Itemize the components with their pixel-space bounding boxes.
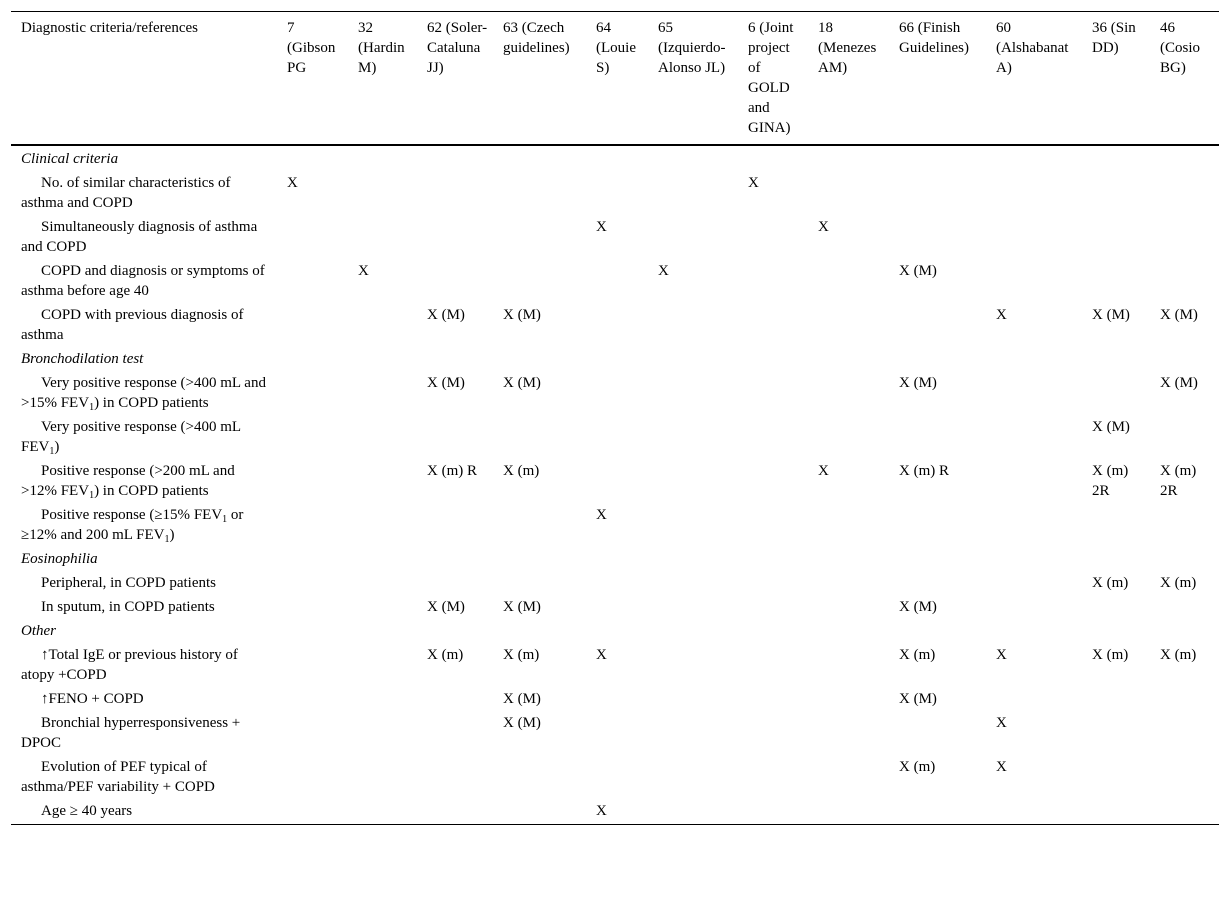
table-cell: X — [358, 263, 369, 279]
table-cell: X — [596, 507, 607, 523]
table-cell — [1082, 595, 1150, 619]
table-cell — [648, 215, 738, 259]
table-cell — [1082, 755, 1150, 799]
table-cell: X (M) — [899, 691, 937, 707]
table-cell — [586, 415, 648, 459]
section-label: Clinical criteria — [21, 151, 119, 167]
table-cell — [986, 595, 1082, 619]
criterion-label: ↑FENO + COPD — [41, 691, 144, 707]
table-cell — [648, 371, 738, 415]
table-cell — [417, 571, 493, 595]
table-cell — [738, 215, 808, 259]
table-cell — [417, 711, 493, 755]
table-cell — [1082, 171, 1150, 215]
column-header-reference: 6 (Joint project of GOLD and GINA) — [748, 20, 794, 136]
table-cell: X (m) R — [899, 463, 949, 479]
section-row — [11, 547, 1219, 571]
criteria-table — [11, 11, 1219, 825]
table-cell — [986, 503, 1082, 547]
table-cell — [738, 799, 808, 825]
table-cell — [738, 755, 808, 799]
table-cell — [648, 687, 738, 711]
table-cell — [648, 755, 738, 799]
table-cell — [586, 459, 648, 503]
table-cell — [808, 595, 889, 619]
table-cell — [277, 643, 348, 687]
table-body — [11, 145, 1219, 825]
criterion-label: Peripheral, in COPD patients — [41, 575, 216, 591]
column-header-reference: 64 (Louie S) — [596, 20, 636, 76]
table-cell: X (M) — [503, 599, 541, 615]
table-cell: X — [287, 175, 298, 191]
table-cell — [889, 415, 986, 459]
table-cell: X (m) R — [427, 463, 477, 479]
table-row — [11, 643, 1219, 687]
table-header — [11, 12, 1219, 146]
table-cell — [417, 415, 493, 459]
table-cell — [493, 571, 586, 595]
table-cell — [738, 303, 808, 347]
table-row — [11, 415, 1219, 459]
table-row — [11, 371, 1219, 415]
table-cell — [1082, 503, 1150, 547]
table-cell — [417, 503, 493, 547]
table-cell — [348, 171, 417, 215]
table-cell: X (m) 2R — [1092, 463, 1129, 499]
table-cell — [889, 503, 986, 547]
table-cell — [348, 459, 417, 503]
table-cell: X (m) — [1092, 575, 1129, 591]
table-cell — [586, 755, 648, 799]
table-cell: X (M) — [427, 307, 465, 323]
table-cell — [417, 171, 493, 215]
table-cell — [1082, 259, 1150, 303]
table-cell — [348, 371, 417, 415]
column-header-reference: 36 (Sin DD) — [1092, 20, 1136, 56]
table-row — [11, 215, 1219, 259]
table-cell — [1150, 215, 1219, 259]
table-cell: X (M) — [1160, 375, 1198, 391]
table-cell — [586, 303, 648, 347]
table-cell — [1150, 171, 1219, 215]
header-row — [11, 12, 1219, 146]
section-label: Eosinophilia — [21, 551, 98, 567]
table-cell — [493, 171, 586, 215]
column-header-reference: 18 (Menezes AM) — [818, 20, 877, 76]
table-row — [11, 687, 1219, 711]
table-cell — [348, 711, 417, 755]
table-cell — [889, 171, 986, 215]
column-header-reference: 63 (Czech guidelines) — [503, 20, 570, 56]
column-header-reference: 62 (Soler-Cataluna JJ) — [427, 20, 488, 76]
table-cell: X — [996, 307, 1007, 323]
table-cell — [348, 303, 417, 347]
table-cell: X (m) 2R — [1160, 463, 1197, 499]
table-cell: X (M) — [1160, 307, 1198, 323]
table-cell — [648, 503, 738, 547]
table-cell — [648, 303, 738, 347]
table-cell — [1082, 711, 1150, 755]
table-cell: X (M) — [503, 307, 541, 323]
table-cell — [586, 595, 648, 619]
table-row — [11, 303, 1219, 347]
table-cell: X (m) — [1092, 647, 1129, 663]
table-cell: X (M) — [1092, 307, 1130, 323]
table-cell — [586, 171, 648, 215]
table-cell — [417, 687, 493, 711]
table-cell — [889, 799, 986, 825]
table-cell — [738, 643, 808, 687]
criterion-label: Positive response (≥15% $FEV_1$ or ≥12% and 200 mL $FEV_1$) — [21, 507, 244, 545]
table-cell — [348, 503, 417, 547]
table-cell: X — [818, 463, 829, 479]
table-cell — [648, 711, 738, 755]
table-cell — [986, 371, 1082, 415]
table-cell — [348, 215, 417, 259]
table-cell — [738, 711, 808, 755]
table-cell — [1150, 503, 1219, 547]
table-cell: X (m) — [427, 647, 464, 663]
criterion-label: COPD and diagnosis or symptoms of asthma before age 40 — [21, 263, 265, 299]
table-cell: X (m) — [899, 647, 936, 663]
table-cell: X (m) — [503, 647, 540, 663]
table-cell — [808, 415, 889, 459]
section-row — [11, 619, 1219, 643]
table-cell — [808, 503, 889, 547]
table-cell: X (m) — [1160, 647, 1197, 663]
table-cell — [277, 415, 348, 459]
table-cell — [1150, 595, 1219, 619]
table-cell — [1150, 259, 1219, 303]
table-cell — [648, 799, 738, 825]
table-cell — [648, 571, 738, 595]
table-row — [11, 259, 1219, 303]
table-cell — [986, 171, 1082, 215]
table-cell — [277, 799, 348, 825]
table-cell: X — [996, 759, 1007, 775]
table-cell — [808, 171, 889, 215]
table-cell: X — [658, 263, 669, 279]
table-cell — [586, 571, 648, 595]
table-cell — [648, 171, 738, 215]
table-cell — [493, 503, 586, 547]
table-cell: X — [996, 715, 1007, 731]
table-cell — [277, 595, 348, 619]
table-cell — [1150, 755, 1219, 799]
table-cell — [986, 415, 1082, 459]
table-cell: X (M) — [503, 375, 541, 391]
criterion-label: Positive response (>200 mL and >12% $FEV_1$) in COPD patients — [21, 463, 235, 501]
table-cell — [1150, 415, 1219, 459]
section-label: Bronchodilation test — [21, 351, 144, 367]
table-cell: X (m) — [1160, 575, 1197, 591]
table-cell: X (M) — [427, 599, 465, 615]
table-cell — [1082, 215, 1150, 259]
table-cell — [277, 215, 348, 259]
table-row — [11, 711, 1219, 755]
table-row — [11, 503, 1219, 547]
table-cell — [738, 687, 808, 711]
table-cell — [417, 755, 493, 799]
table-cell — [277, 459, 348, 503]
table-cell: X (M) — [899, 263, 937, 279]
table-cell — [277, 755, 348, 799]
table-cell — [738, 415, 808, 459]
table-cell — [277, 503, 348, 547]
table-cell: X (M) — [899, 599, 937, 615]
criterion-label: COPD with previous diagnosis of asthma — [21, 307, 244, 343]
table-cell — [1082, 687, 1150, 711]
table-cell — [648, 643, 738, 687]
criterion-label: Age ≥ 40 years — [41, 803, 133, 819]
section-row — [11, 145, 1219, 171]
table-cell — [808, 571, 889, 595]
table-row — [11, 799, 1219, 825]
table-cell — [1082, 371, 1150, 415]
table-cell — [986, 215, 1082, 259]
table-cell — [417, 259, 493, 303]
table-cell — [348, 643, 417, 687]
table-cell: X — [596, 803, 607, 819]
table-cell — [648, 415, 738, 459]
table-cell: X — [996, 647, 1007, 663]
criterion-label: Simultaneously diagnosis of asthma and COPD — [21, 219, 258, 255]
table-cell — [986, 571, 1082, 595]
table-cell — [738, 571, 808, 595]
table-cell — [493, 799, 586, 825]
table-cell — [277, 571, 348, 595]
table-cell: X (M) — [899, 375, 937, 391]
table-cell — [648, 459, 738, 503]
table-cell — [986, 259, 1082, 303]
table-cell — [348, 687, 417, 711]
table-cell: X (m) — [899, 759, 936, 775]
table-cell — [493, 215, 586, 259]
table-cell — [738, 503, 808, 547]
criterion-label: No. of similar characteristics of asthma and COPD — [21, 175, 231, 211]
table-cell — [493, 259, 586, 303]
table-cell — [808, 799, 889, 825]
table-cell — [889, 571, 986, 595]
criterion-label: Evolution of PEF typical of asthma/PEF variability + COPD — [21, 759, 215, 795]
table-cell: X — [596, 219, 607, 235]
column-header-reference: 65 (Izquierdo-Alonso JL) — [658, 20, 726, 76]
column-header-reference: 7 (Gibson PG — [287, 20, 336, 76]
table-cell — [808, 259, 889, 303]
criterion-label: Very positive response (>400 mL $FEV_1$) — [21, 419, 241, 457]
table-cell — [277, 303, 348, 347]
table-cell: X (m) — [503, 463, 540, 479]
table-row — [11, 459, 1219, 503]
criterion-label: In sputum, in COPD patients — [41, 599, 215, 615]
table-cell — [493, 415, 586, 459]
table-cell — [493, 755, 586, 799]
section-row — [11, 347, 1219, 371]
table-cell — [808, 755, 889, 799]
table-cell: X — [748, 175, 759, 191]
column-header-reference: 60 (Alshabanat A) — [996, 20, 1069, 76]
table-row — [11, 595, 1219, 619]
table-cell — [348, 799, 417, 825]
table-cell — [348, 415, 417, 459]
table-cell — [808, 643, 889, 687]
table-cell: X (M) — [503, 691, 541, 707]
table-cell: X (M) — [427, 375, 465, 391]
table-cell — [586, 371, 648, 415]
table-row — [11, 571, 1219, 595]
criterion-label: Bronchial hyperresponsiveness + DPOC — [21, 715, 241, 751]
criterion-label: ↑Total IgE or previous history of atopy +COPD — [21, 647, 238, 683]
table-cell — [808, 371, 889, 415]
column-header-reference: 66 (Finish Guidelines) — [899, 20, 969, 56]
table-cell — [348, 595, 417, 619]
table-cell — [277, 711, 348, 755]
table-cell — [277, 687, 348, 711]
table-cell: X — [818, 219, 829, 235]
table-cell: X (M) — [503, 715, 541, 731]
table-cell — [277, 259, 348, 303]
table-cell — [417, 799, 493, 825]
column-header-criteria: Diagnostic criteria/references — [21, 20, 198, 36]
table-cell — [1082, 799, 1150, 825]
table-cell — [986, 687, 1082, 711]
table-cell — [417, 215, 493, 259]
table-cell — [986, 799, 1082, 825]
table-cell — [586, 711, 648, 755]
table-cell — [586, 259, 648, 303]
table-cell — [648, 595, 738, 619]
table-cell — [808, 303, 889, 347]
table-cell — [586, 687, 648, 711]
table-row — [11, 755, 1219, 799]
table-cell — [348, 571, 417, 595]
table-cell — [1150, 799, 1219, 825]
table-row — [11, 171, 1219, 215]
table-cell — [1150, 687, 1219, 711]
table-cell — [986, 459, 1082, 503]
table-cell — [808, 687, 889, 711]
section-label: Other — [21, 623, 56, 639]
table-cell — [889, 711, 986, 755]
table-cell — [889, 303, 986, 347]
table-cell — [738, 371, 808, 415]
table-cell — [808, 711, 889, 755]
table-cell — [738, 459, 808, 503]
criterion-label: Very positive response (>400 mL and >15% $FEV_1$) in COPD patients — [21, 375, 266, 413]
table-cell — [889, 215, 986, 259]
table-cell — [1150, 711, 1219, 755]
table-cell — [738, 595, 808, 619]
table-cell — [277, 371, 348, 415]
column-header-reference: 46 (Cosio BG) — [1160, 20, 1201, 76]
table-cell: X — [596, 647, 607, 663]
column-header-reference: 32 (Hardin M) — [358, 20, 405, 76]
table-cell — [738, 259, 808, 303]
table-cell — [348, 755, 417, 799]
table-cell: X (M) — [1092, 419, 1130, 435]
